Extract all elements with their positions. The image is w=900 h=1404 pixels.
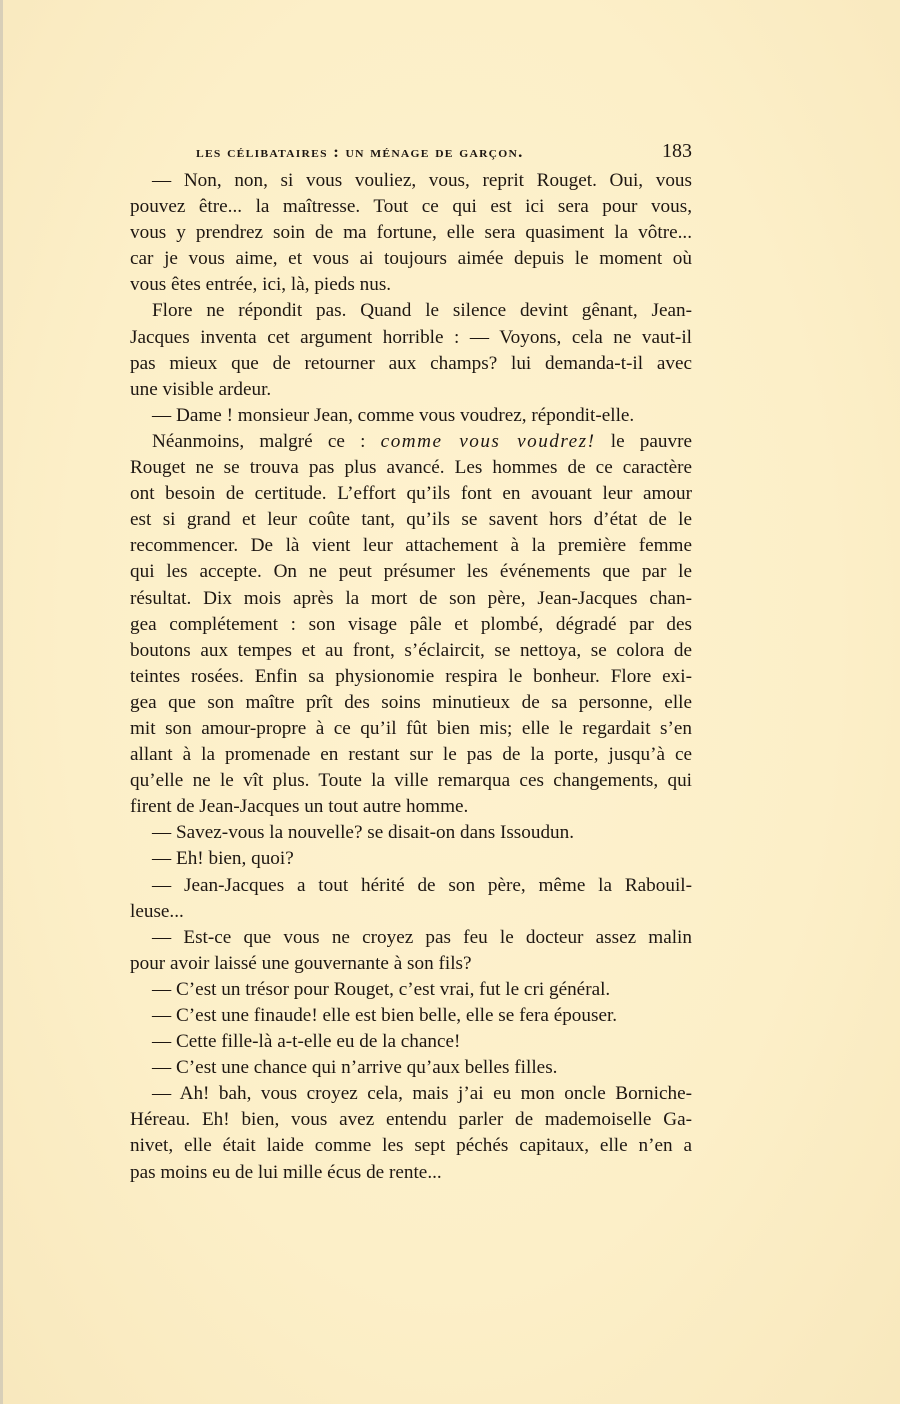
text-line: pour avoir laissé une gouvernante à son fils? xyxy=(130,952,472,974)
text-line: — C’est une finaude! elle est bien belle, elle se fera épouser. xyxy=(152,1005,618,1026)
text-line: pas mieux que de retourner aux champs? lui demanda-t-il avec xyxy=(130,352,692,374)
text-line: Flore ne répondit pas. Quand le silence devint gênant, Jean- xyxy=(152,300,692,322)
text-line: — Ah! bah, vous croyez cela, mais j’ai eu mon oncle Borniche- xyxy=(152,1083,692,1105)
text-line: — Dame ! monsieur Jean, comme vous voudrez, répondit-elle. xyxy=(152,404,635,426)
text-line: pas moins eu de lui mille écus de rente... xyxy=(130,1161,442,1183)
text-line: teintes rosées. Enfin sa physionomie respira le bonheur. Flore exi- xyxy=(130,665,692,687)
text-line: firent de Jean-Jacques un tout autre homme. xyxy=(130,796,469,818)
text-segment: Néanmoins, malgré ce : xyxy=(152,430,381,452)
text-line: — Savez-vous la nouvelle? se disait-on dans Issoudun. xyxy=(152,822,575,844)
text-line: Jacques inventa cet argument horrible : — Voyons, cela ne vaut-il xyxy=(130,326,692,348)
text-line: leuse... xyxy=(130,900,184,922)
text-line: — Non, non, si vous vouliez, vous, reprit Rouget. Oui, vous xyxy=(152,170,692,191)
text-line: est si grand et leur coûte tant, qu’ils se savent hors d’état de le xyxy=(130,509,692,531)
text-line: Héreau. Eh! bien, vous avez entendu parler de mademoiselle Ga- xyxy=(130,1109,692,1131)
text-line: qu’elle ne le vît plus. Toute la ville remarqua ces changements, qui xyxy=(130,770,692,792)
text-line: une visible ardeur. xyxy=(130,378,272,400)
text-line: vous êtes entrée, ici, là, pieds nus. xyxy=(130,274,392,296)
text-line: mit son amour-propre à ce qu’il fût bien mis; elle le regardait s’en xyxy=(130,717,692,739)
text-line: gea complétement : son visage pâle et plombé, dégradé par des xyxy=(130,613,692,635)
italic-phrase: comme vous voudrez! xyxy=(380,430,596,452)
text-line: — Cette fille-là a-t-elle eu de la chance! xyxy=(152,1031,461,1053)
text-line xyxy=(130,429,692,455)
page-edge xyxy=(0,0,3,1404)
text-line: qui les accepte. On ne peut présumer les événements que par le xyxy=(130,561,692,583)
text-line: gea que son maître prît des soins minutieux de sa personne, elle xyxy=(130,691,692,713)
text-segment: le pauvre xyxy=(595,430,692,452)
page-number: 183 xyxy=(662,140,692,162)
text-line: ont besoin de certitude. L’effort qu’ils font en avouant leur amour xyxy=(130,483,692,505)
text-line: vous y prendrez soin de ma fortune, elle sera quasiment la vôtre... xyxy=(130,222,692,244)
running-title: les célibataires : un ménage de garçon. xyxy=(196,144,524,161)
text-line: résultat. Dix mois après la mort de son père, Jean-Jacques chan- xyxy=(130,587,692,609)
text-line: car je vous aime, et vous ai toujours aimée depuis le moment où xyxy=(130,248,692,270)
text-line: — Jean-Jacques a tout hérité de son père, même la Rabouil- xyxy=(152,874,692,896)
text-line: allant à la promenade en restant sur le pas de la porte, jusqu’à ce xyxy=(130,744,692,766)
text-line: — Eh! bien, quoi? xyxy=(152,848,294,870)
text-line: nivet, elle était laide comme les sept péchés capitaux, elle n’en a xyxy=(130,1135,692,1157)
text-line: Rouget ne se trouva pas plus avancé. Les hommes de ce caractère xyxy=(130,457,692,479)
body-text xyxy=(130,168,692,1186)
running-head xyxy=(196,140,696,168)
text-line: pouvez être... la maîtresse. Tout ce qui est ici sera pour vous, xyxy=(130,196,692,218)
text-line: — Est-ce que vous ne croyez pas feu le docteur assez malin xyxy=(152,926,692,948)
text-line: boutons aux tempes et au front, s’éclaircit, se nettoya, se colora de xyxy=(130,639,692,661)
text-line: — C’est une chance qui n’arrive qu’aux belles filles. xyxy=(152,1057,558,1079)
text-line: recommencer. De là vient leur attachement à la première femme xyxy=(130,535,692,557)
text-line: — C’est un trésor pour Rouget, c’est vrai, fut le cri général. xyxy=(152,978,611,1000)
